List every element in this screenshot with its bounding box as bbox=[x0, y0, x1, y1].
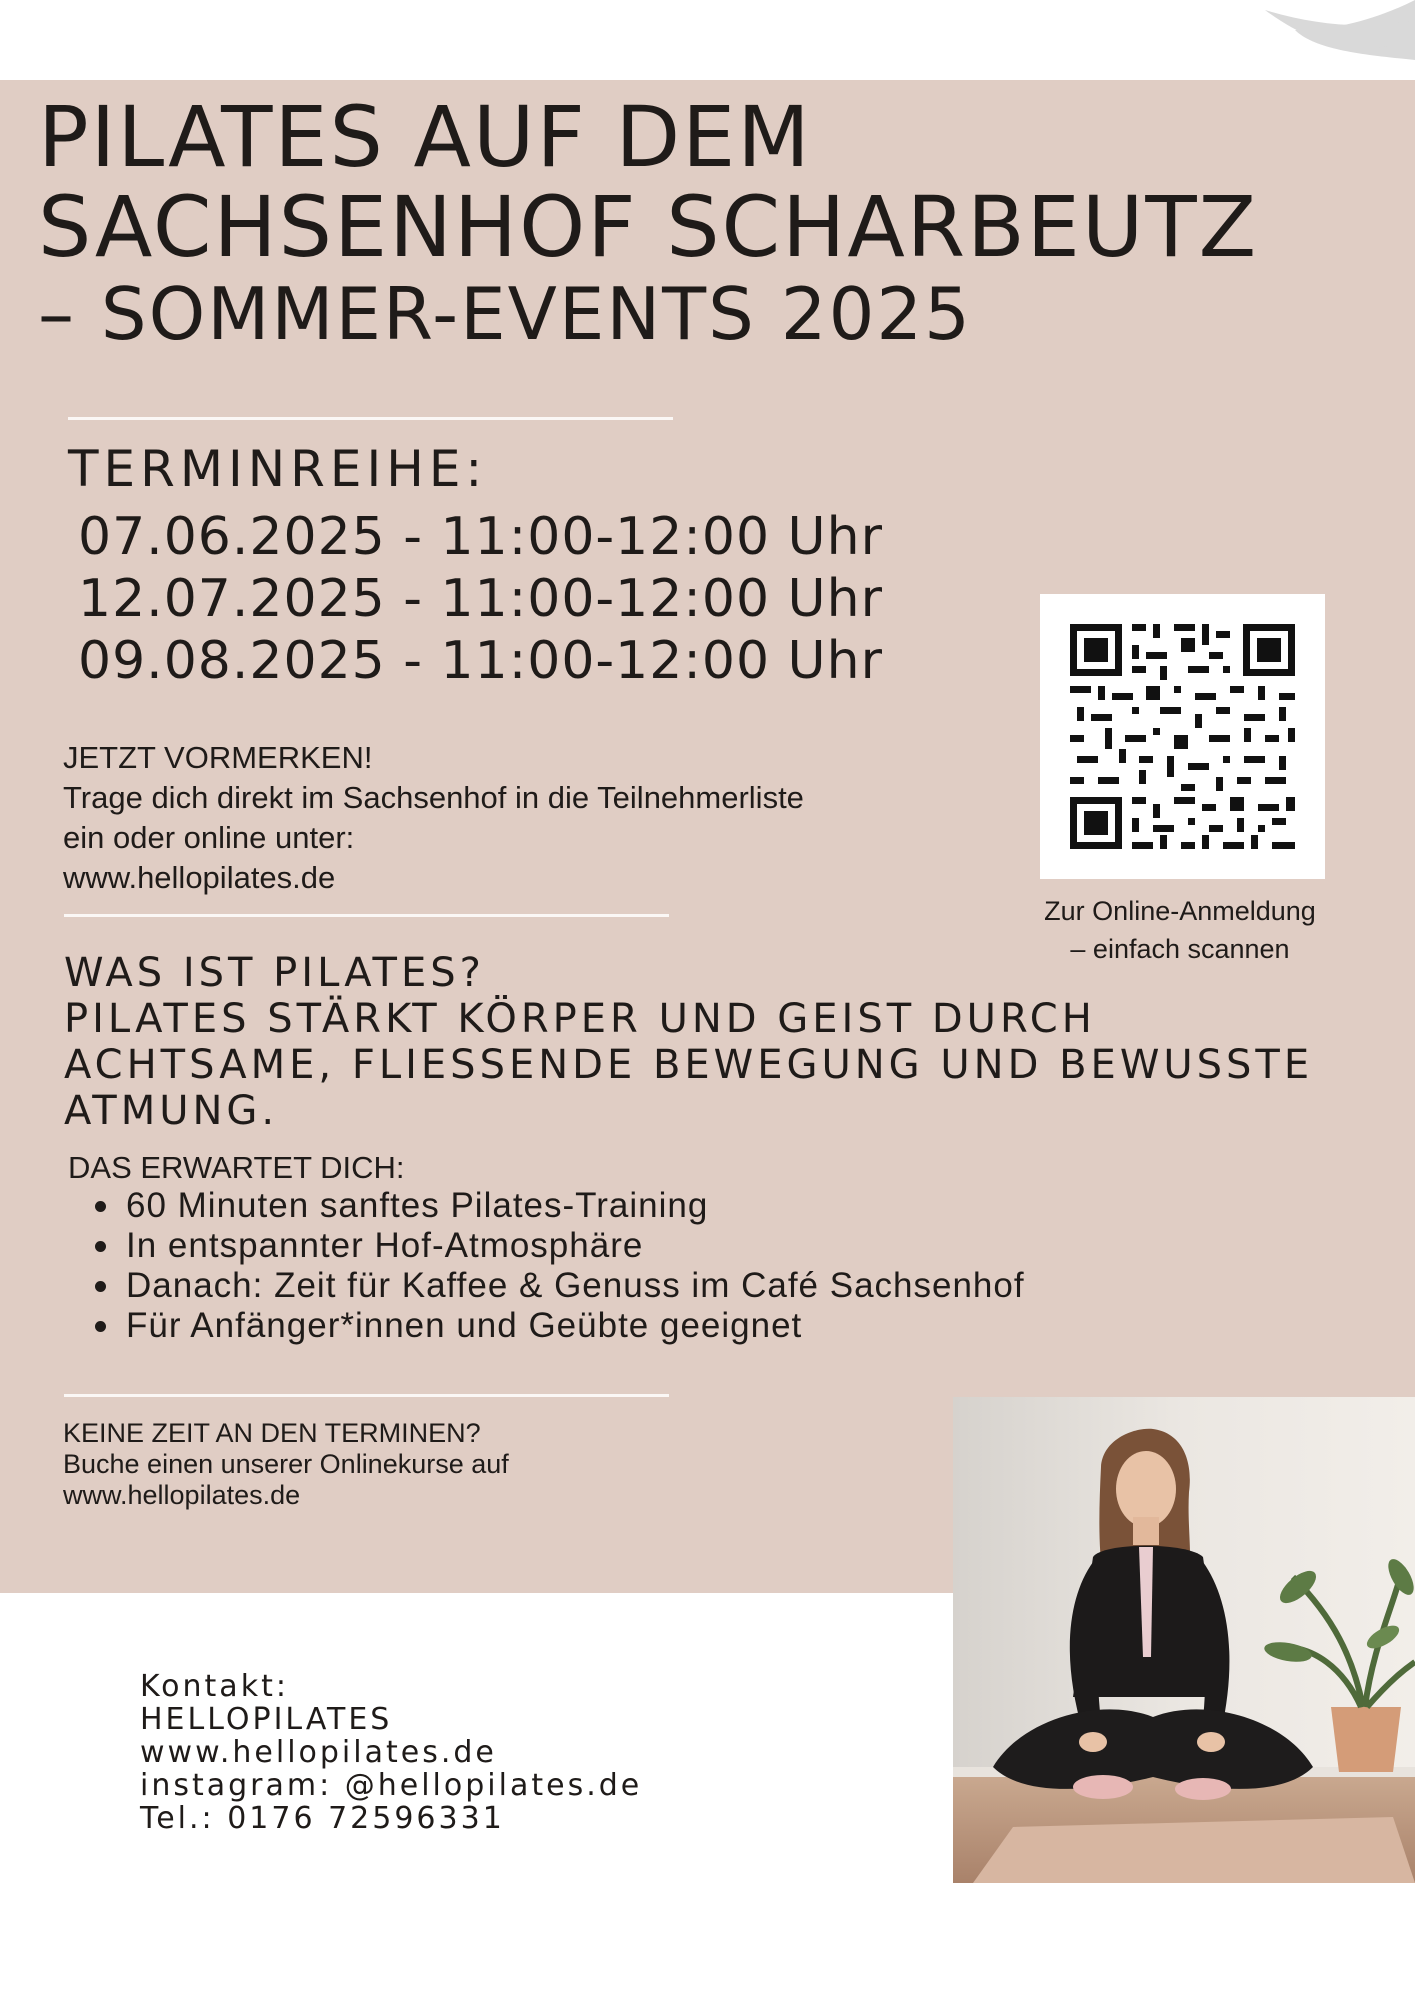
divider bbox=[68, 417, 673, 420]
qr-caption-line-1: Zur Online-Anmeldung bbox=[1044, 896, 1316, 926]
list-item bbox=[63, 1226, 1025, 1266]
bullet-icon bbox=[95, 1201, 106, 1212]
date-item: 09.08.2025 - 11:00-12:00 Uhr bbox=[78, 631, 883, 691]
qr-code[interactable] bbox=[1040, 594, 1325, 879]
about-block bbox=[64, 950, 1364, 1134]
about-text-1: PILATES STÄRKT KÖRPER UND GEIST DURCH bbox=[64, 996, 1096, 1042]
title-line-1: PILATES AUF DEM bbox=[38, 88, 812, 186]
online-block bbox=[63, 1418, 509, 1511]
qr-code-graphic bbox=[1040, 594, 1325, 879]
title-line-2: SACHSENHOF SCHARBEUTZ bbox=[38, 178, 1259, 276]
contact-name: HELLOPILATES bbox=[140, 1702, 393, 1737]
bullet-icon bbox=[95, 1321, 106, 1332]
about-heading: WAS IST PILATES? bbox=[64, 950, 485, 996]
title-line-3: – SOMMER-EVENTS 2025 bbox=[38, 272, 972, 356]
online-heading: KEINE ZEIT AN DEN TERMINEN? bbox=[63, 1418, 481, 1448]
contact-instagram[interactable]: instagram: @hellopilates.de bbox=[140, 1768, 643, 1803]
schedule-heading: TERMINREIHE: bbox=[68, 440, 488, 498]
divider bbox=[64, 1394, 669, 1397]
list-item-text: In entspannter Hof-Atmosphäre bbox=[126, 1226, 644, 1265]
reserve-heading: JETZT VORMERKEN! bbox=[63, 740, 373, 775]
list-item-text: Für Anfänger*innen und Geübte geeignet bbox=[126, 1306, 803, 1345]
online-url[interactable]: www.hellopilates.de bbox=[63, 1480, 301, 1510]
list-item-text: 60 Minuten sanftes Pilates-Training bbox=[126, 1186, 709, 1225]
contact-website[interactable]: www.hellopilates.de bbox=[140, 1735, 497, 1770]
qr-caption-line-2: – einfach scannen bbox=[1070, 934, 1290, 964]
reserve-url[interactable]: www.hellopilates.de bbox=[63, 860, 336, 895]
date-item: 07.06.2025 - 11:00-12:00 Uhr bbox=[78, 507, 883, 567]
bullet-icon bbox=[95, 1241, 106, 1252]
contact-block bbox=[140, 1670, 642, 1835]
contact-phone[interactable]: Tel.: 0176 72596331 bbox=[140, 1801, 505, 1836]
reserve-text-1: Trage dich direkt im Sachsenhof in die Teilnehmerliste bbox=[63, 780, 804, 815]
expect-heading: DAS ERWARTET DICH: bbox=[68, 1150, 405, 1185]
about-text-3: ATMUNG. bbox=[64, 1088, 279, 1134]
pilates-instructor-photo bbox=[953, 1397, 1415, 1883]
reserve-text-2: ein oder online unter: bbox=[63, 820, 355, 855]
about-text-2: ACHTSAME, FLIESSENDE BEWEGUNG UND BEWUSSTE bbox=[64, 1042, 1314, 1088]
contact-label: Kontakt: bbox=[140, 1669, 289, 1704]
list-item bbox=[63, 1186, 1025, 1226]
reserve-block bbox=[63, 738, 1003, 898]
online-text: Buche einen unserer Onlinekurse auf bbox=[63, 1449, 509, 1479]
bullet-icon bbox=[95, 1281, 106, 1292]
divider bbox=[64, 914, 669, 917]
date-list bbox=[78, 506, 883, 692]
date-item: 12.07.2025 - 11:00-12:00 Uhr bbox=[78, 569, 883, 629]
list-item-text: Danach: Zeit für Kaffee & Genuss im Café Sachsenhof bbox=[126, 1266, 1025, 1305]
list-item bbox=[63, 1306, 1025, 1346]
page-title bbox=[38, 88, 1398, 356]
list-item bbox=[63, 1266, 1025, 1306]
expect-list bbox=[63, 1186, 1025, 1346]
